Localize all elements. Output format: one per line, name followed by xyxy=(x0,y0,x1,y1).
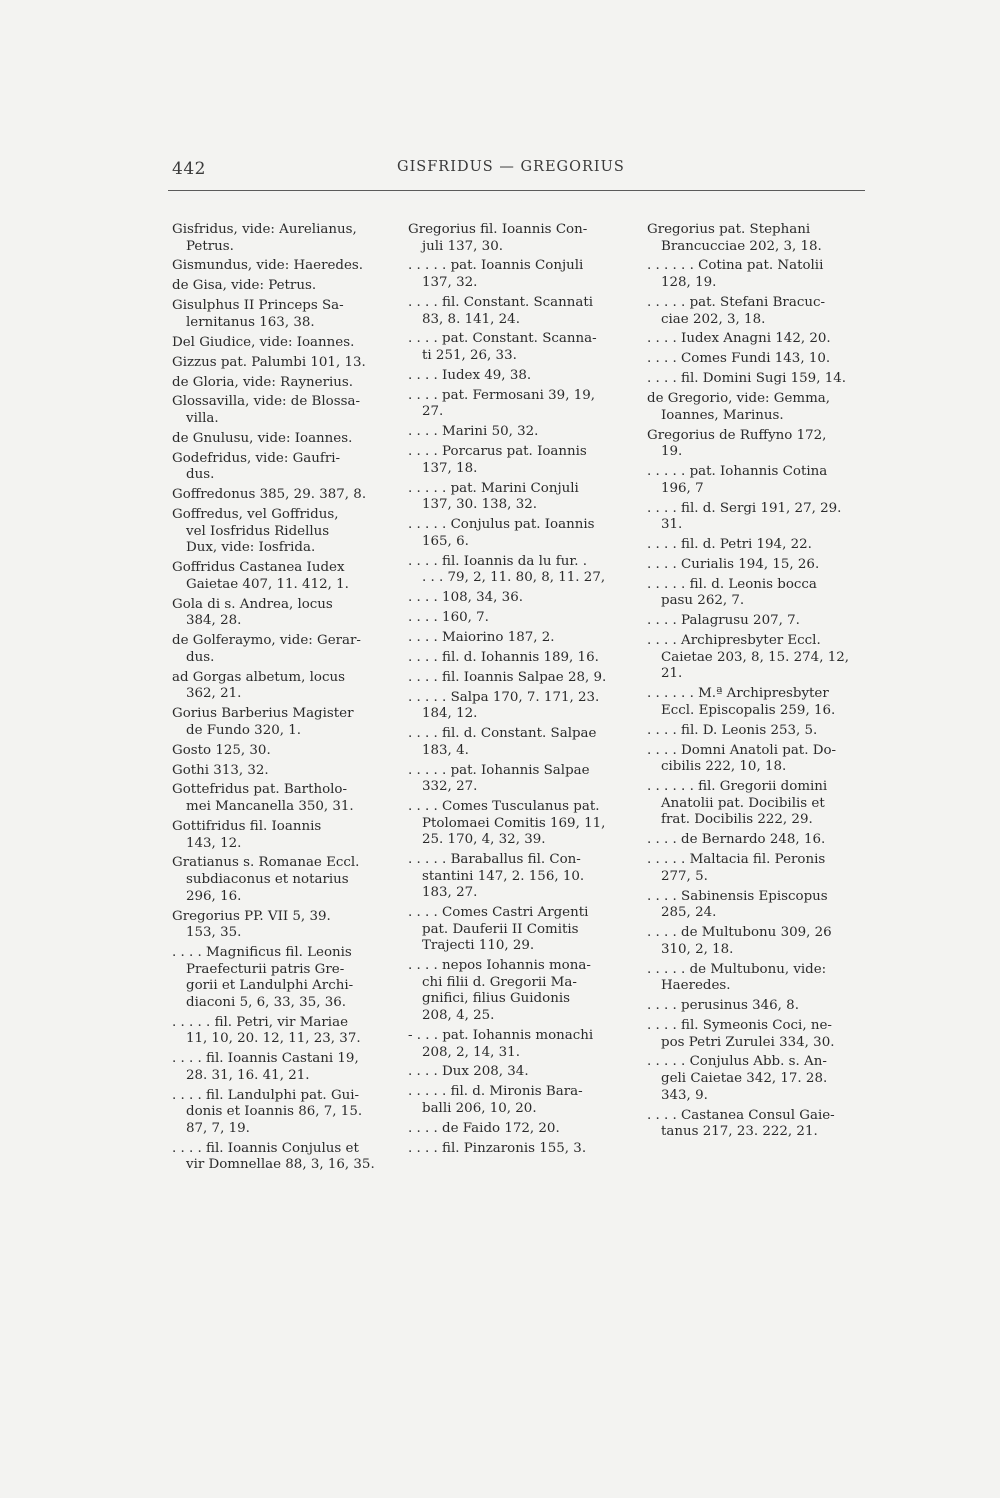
index-entry xyxy=(172,1015,394,1048)
index-entry-line: . . . . 108, 34, 36. xyxy=(408,590,523,606)
index-entry xyxy=(647,889,869,922)
index-entry-line: de Gnulusu, vide: Ioannes. xyxy=(172,430,353,446)
index-entry-line: donis et Ioannis 86, 7, 15. xyxy=(186,1104,363,1120)
index-entry-line: . . . . fil. Ioannis Castani 19, xyxy=(172,1051,359,1067)
index-entry xyxy=(408,1121,630,1138)
index-entry-line: . . . . . Maltacia fil. Peronis xyxy=(647,852,826,868)
index-entry xyxy=(408,763,630,796)
index-entry-line: Caietae 203, 8, 15. 274, 12, xyxy=(661,649,850,665)
index-entry-line: . . . . . pat. Ioannis Conjuli xyxy=(408,258,584,274)
index-entry-line: de Fundo 320, 1. xyxy=(186,722,302,738)
index-entry xyxy=(172,487,394,504)
index-entry-line: . . . . fil. Landulphi pat. Gui- xyxy=(172,1087,360,1103)
index-entry xyxy=(172,431,394,448)
index-entry-line: vir Domnellae 88, 3, 16, 35. xyxy=(186,1157,375,1173)
index-entry-line: geli Caietae 342, 17. 28. xyxy=(661,1071,828,1087)
index-entry-line: . . . . . pat. Marini Conjuli xyxy=(408,480,579,496)
index-entry-line: . . . . Maiorino 187, 2. xyxy=(408,629,555,645)
index-entry xyxy=(647,577,869,610)
index-entry-line: Eccl. Episcopalis 259, 16. xyxy=(661,702,836,718)
index-entry-line: 165, 6. xyxy=(422,533,469,549)
index-entry-line: 143, 12. xyxy=(186,835,242,851)
index-entry xyxy=(647,743,869,776)
running-head: GISFRIDUS — GREGORIUS xyxy=(397,159,625,175)
index-entry-line: Gregorius pat. Stephani xyxy=(647,222,811,237)
index-entry-line: pos Petri Zurulei 334, 30. xyxy=(661,1034,835,1050)
index-entry xyxy=(172,1051,394,1084)
index-entry xyxy=(408,610,630,627)
index-entry-line: Goffredonus 385, 29. 387, 8. xyxy=(172,487,367,503)
index-entry-line: gorii et Landulphi Archi- xyxy=(186,978,354,994)
index-entry-line: de Golferaymo, vide: Gerar- xyxy=(172,633,361,649)
index-entry-line: . . . . pat. Constant. Scanna- xyxy=(408,331,597,347)
index-entry xyxy=(647,501,869,534)
index-entry xyxy=(647,998,869,1015)
index-entry xyxy=(647,331,869,348)
index-entry-line: . . . . Magnificus fil. Leonis xyxy=(172,944,352,960)
index-entry-line: chi filii d. Gregorii Ma- xyxy=(422,974,577,990)
index-entry xyxy=(172,258,394,275)
index-entry-line: 31. xyxy=(661,517,683,533)
index-entry-line: Gratianus s. Romanae Eccl. xyxy=(172,855,360,871)
index-entry-line: mei Mancanella 350, 31. xyxy=(186,799,354,815)
index-entry xyxy=(172,375,394,392)
index-entry-line: . . . . de Bernardo 248, 16. xyxy=(647,832,826,848)
index-column-2 xyxy=(408,222,630,1161)
index-entry-line: Gottifridus fil. Ioannis xyxy=(172,818,322,834)
index-entry-line: de Gregorio, vide: Gemma, xyxy=(647,391,831,407)
page-number: 442 xyxy=(172,159,206,179)
index-entry-line: . . . . fil. Ioannis Salpae 28, 9. xyxy=(408,669,607,685)
index-entry xyxy=(647,1054,869,1104)
index-entry-line: lernitanus 163, 38. xyxy=(186,314,315,330)
index-entry-line: . . . . de Faido 172, 20. xyxy=(408,1120,560,1136)
index-entry-line: . . . . Comes Castri Argenti xyxy=(408,905,589,921)
index-entry-line: Haeredes. xyxy=(661,978,731,994)
index-entry-line: . . . . fil. d. Iohannis 189, 16. xyxy=(408,649,599,665)
index-entry xyxy=(172,855,394,905)
index-entry-line: diaconi 5, 6, 33, 35, 36. xyxy=(186,994,347,1010)
index-entry xyxy=(408,481,630,514)
index-entry xyxy=(172,507,394,557)
index-entry-line: . . . . . Salpa 170, 7. 171, 23. xyxy=(408,689,600,705)
index-entry-line: Gisfridus, vide: Aurelianus, xyxy=(172,222,357,237)
index-entry-line: Gizzus pat. Palumbi 101, 13. xyxy=(172,354,366,370)
index-entry xyxy=(408,331,630,364)
index-entry xyxy=(408,799,630,849)
index-entry-line: Goffredus, vel Goffridus, xyxy=(172,507,339,523)
index-entry-line: 28. 31, 16. 41, 21. xyxy=(186,1067,310,1083)
index-entry xyxy=(647,222,869,255)
index-entry-line: . . . . fil. d. Constant. Salpae xyxy=(408,726,597,742)
index-entry-line: ti 251, 26, 33. xyxy=(422,348,517,364)
index-entry xyxy=(647,852,869,885)
index-entry-line: 362, 21. xyxy=(186,686,242,702)
index-entry-line: 27. xyxy=(422,404,444,420)
index-entry-line: . . . . . fil. d. Leonis bocca xyxy=(647,576,817,592)
index-entry xyxy=(172,1088,394,1138)
index-entry-line: . . . . . . fil. Gregorii domini xyxy=(647,779,828,795)
index-entry-line: Del Giudice, vide: Ioannes. xyxy=(172,334,355,350)
index-entry-line: Ioannes, Marinus. xyxy=(661,407,784,423)
index-entry xyxy=(172,355,394,372)
index-entry-line: . . . . Dux 208, 34. xyxy=(408,1064,529,1080)
index-entry xyxy=(172,945,394,1011)
index-entry-line: dus. xyxy=(186,649,215,665)
index-entry-line: Gothi 313, 32. xyxy=(172,762,269,778)
index-entry-line: . . . . . pat. Iohannis Salpae xyxy=(408,762,590,778)
index-entry-line: 183, 4. xyxy=(422,742,469,758)
index-entry-line: juli 137, 30. xyxy=(422,238,503,254)
index-entry-line: subdiaconus et notarius xyxy=(186,872,349,888)
index-entry xyxy=(172,763,394,780)
index-entry-line: 343, 9. xyxy=(661,1087,708,1103)
index-entry-line: tanus 217, 23. 222, 21. xyxy=(661,1124,818,1140)
index-entry-line: . . . . nepos Iohannis mona- xyxy=(408,958,591,974)
index-entry xyxy=(172,298,394,331)
index-entry-line: 208, 2, 14, 31. xyxy=(422,1044,520,1060)
index-entry xyxy=(647,633,869,683)
index-entry-line: . . . . . Conjulus Abb. s. An- xyxy=(647,1054,827,1070)
index-entry-line: . . . . Domni Anatoli pat. Do- xyxy=(647,742,837,758)
index-entry-line: 208, 4, 25. xyxy=(422,1008,495,1024)
index-entry-line: . . . . . pat. Iohannis Cotina xyxy=(647,464,828,480)
index-entry xyxy=(647,351,869,368)
index-entry xyxy=(172,560,394,593)
index-entry-line: . . . . fil. Constant. Scannati xyxy=(408,294,594,310)
index-entry-line: 137, 32. xyxy=(422,275,478,291)
index-entry-line: Gottefridus pat. Bartholo- xyxy=(172,782,348,798)
index-entry-line: Gaietae 407, 11. 412, 1. xyxy=(186,576,349,592)
index-entry xyxy=(172,743,394,760)
index-entry-line: 25. 170, 4, 32, 39. xyxy=(422,832,546,848)
index-entry-line: Praefecturii patris Gre- xyxy=(186,961,345,977)
index-entry-line: balli 206, 10, 20. xyxy=(422,1100,537,1116)
index-entry-line: 196, 7 xyxy=(661,480,704,496)
index-entry-line: 310, 2, 18. xyxy=(661,941,734,957)
index-entry xyxy=(647,1108,869,1141)
index-entry xyxy=(647,832,869,849)
index-entry-line: . . . 79, 2, 11. 80, 8, 11. 27, xyxy=(422,570,606,586)
index-entry-line: pat. Dauferii II Comitis xyxy=(422,921,579,937)
index-entry xyxy=(172,782,394,815)
index-entry xyxy=(172,1141,394,1174)
index-entry xyxy=(172,597,394,630)
index-entry xyxy=(408,1141,630,1158)
index-entry-line: . . . . fil. d. Petri 194, 22. xyxy=(647,537,812,553)
index-entry-line: . . . . Comes Tusculanus pat. xyxy=(408,799,600,815)
index-entry-line: . . . . pat. Fermosani 39, 19, xyxy=(408,387,596,403)
index-entry-line: . . . . Marini 50, 32. xyxy=(408,424,539,440)
index-entry-line: . . . . fil. Ioannis da lu fur. . xyxy=(408,553,588,569)
index-entry xyxy=(647,537,869,554)
index-entry xyxy=(647,557,869,574)
index-entry-line: . . . . Iudex Anagni 142, 20. xyxy=(647,331,831,347)
index-entry-line: Gosto 125, 30. xyxy=(172,742,271,758)
index-entry-line: 83, 8. 141, 24. xyxy=(422,311,520,327)
index-entry-line: Gregorius PP. VII 5, 39. xyxy=(172,908,331,924)
index-entry-line: 296, 16. xyxy=(186,888,242,904)
index-entry-line: 137, 18. xyxy=(422,460,478,476)
index-entry xyxy=(647,686,869,719)
index-entry xyxy=(172,278,394,295)
index-entry xyxy=(408,630,630,647)
index-entry xyxy=(172,451,394,484)
index-entry-line: Ptolomaei Comitis 169, 11, xyxy=(422,815,606,831)
index-entry-line: 332, 27. xyxy=(422,779,478,795)
index-entry-line: Goffridus Castanea Iudex xyxy=(172,560,345,576)
index-entry-line: 183, 27. xyxy=(422,885,478,901)
index-entry xyxy=(408,517,630,550)
index-entry xyxy=(408,958,630,1024)
index-entry-line: Dux, vide: Iosfrida. xyxy=(186,540,316,556)
index-entry-line: . . . . de Multubonu 309, 26 xyxy=(647,925,832,941)
index-entry xyxy=(408,444,630,477)
index-entry xyxy=(172,633,394,666)
index-entry xyxy=(172,222,394,255)
index-entry-line: Anatolii pat. Docibilis et xyxy=(661,795,825,811)
index-column-3 xyxy=(647,222,869,1144)
index-entry xyxy=(408,852,630,902)
index-entry-line: . . . . fil. Domini Sugi 159, 14. xyxy=(647,371,846,387)
index-entry xyxy=(647,723,869,740)
index-entry xyxy=(647,1018,869,1051)
index-entry xyxy=(172,670,394,703)
index-entry xyxy=(408,295,630,328)
index-entry xyxy=(408,650,630,667)
index-entry-line: . . . . . pat. Stefani Bracuc- xyxy=(647,294,825,310)
index-entry xyxy=(408,690,630,723)
index-entry-line: . . . . Castanea Consul Gaie- xyxy=(647,1107,835,1123)
page-header xyxy=(170,157,866,187)
header-rule xyxy=(168,190,865,191)
index-entry-line: . . . . . . M.ª Archipresbyter xyxy=(647,686,829,702)
index-entry-line: 87, 7, 19. xyxy=(186,1120,250,1136)
index-entry-line: . . . . . . Cotina pat. Natolii xyxy=(647,258,824,274)
index-entry-line: . . . . perusinus 346, 8. xyxy=(647,998,799,1014)
index-entry xyxy=(408,368,630,385)
index-entry xyxy=(647,391,869,424)
index-entry-line: . . . . . Baraballus fil. Con- xyxy=(408,852,581,868)
index-entry-line: . . . . Comes Fundi 143, 10. xyxy=(647,351,831,367)
index-entry-line: gnifici, filius Guidonis xyxy=(422,991,570,1007)
index-entry xyxy=(172,335,394,352)
index-entry xyxy=(172,706,394,739)
index-entry-line: Brancucciae 202, 3, 18. xyxy=(661,238,822,254)
index-entry-line: ciae 202, 3, 18. xyxy=(661,311,766,327)
index-entry-line: 184, 12. xyxy=(422,706,478,722)
index-entry-line: . . . . Sabinensis Episcopus xyxy=(647,888,828,904)
index-entry xyxy=(408,670,630,687)
index-entry-line: 11, 10, 20. 12, 11, 23, 37. xyxy=(186,1031,361,1047)
index-entry-line: . . . . fil. Pinzaronis 155, 3. xyxy=(408,1140,587,1156)
index-entry-line: . . . . . fil. d. Mironis Bara- xyxy=(408,1084,583,1100)
index-entry-line: dus. xyxy=(186,467,215,483)
index-entry-line: Trajecti 110, 29. xyxy=(422,938,535,954)
index-entry xyxy=(647,779,869,829)
index-entry-line: de Gloria, vide: Raynerius. xyxy=(172,374,354,390)
index-entry-line: 384, 28. xyxy=(186,613,242,629)
index-entry xyxy=(647,962,869,995)
index-entry-line: villa. xyxy=(186,411,219,427)
index-entry xyxy=(408,590,630,607)
index-entry-line: Gismundus, vide: Haeredes. xyxy=(172,258,364,274)
index-entry-line: Glossavilla, vide: de Blossa- xyxy=(172,394,360,410)
index-entry-line: . . . . Archipresbyter Eccl. xyxy=(647,633,821,649)
index-column-1 xyxy=(172,222,394,1177)
index-entry-line: . . . . . fil. Petri, vir Mariae xyxy=(172,1014,348,1030)
index-entry xyxy=(647,464,869,497)
index-entry-line: . . . . . de Multubonu, vide: xyxy=(647,961,827,977)
index-entry-line: Gola di s. Andrea, locus xyxy=(172,596,333,612)
index-entry-line: 21. xyxy=(661,666,683,682)
index-entry xyxy=(408,1028,630,1061)
index-entry xyxy=(408,388,630,421)
index-entry-line: frat. Docibilis 222, 29. xyxy=(661,812,813,828)
index-entry xyxy=(647,295,869,328)
index-entry-line: . . . . fil. D. Leonis 253, 5. xyxy=(647,722,818,738)
index-entry-line: 153, 35. xyxy=(186,925,242,941)
index-entry xyxy=(408,905,630,955)
index-entry-line: Gregorius de Ruffyno 172, xyxy=(647,427,827,443)
index-entry-line: 277, 5. xyxy=(661,868,708,884)
index-entry-line: Petrus. xyxy=(186,238,234,254)
index-entry-line: . . . . Palagrusu 207, 7. xyxy=(647,613,800,629)
index-entry xyxy=(408,554,630,587)
index-entry xyxy=(647,258,869,291)
index-entry xyxy=(172,394,394,427)
index-entry-line: 285, 24. xyxy=(661,905,717,921)
index-entry-line: Godefridus, vide: Gaufri- xyxy=(172,450,341,466)
index-entry-line: . . . . fil. Ioannis Conjulus et xyxy=(172,1140,359,1156)
index-entry-line: stantini 147, 2. 156, 10. xyxy=(422,868,585,884)
index-entry-line: 128, 19. xyxy=(661,275,717,291)
index-entry-line: . . . . fil. d. Sergi 191, 27, 29. xyxy=(647,500,842,516)
index-entry xyxy=(172,909,394,942)
index-entry-line: . . . . . Conjulus pat. Ioannis xyxy=(408,517,595,533)
index-entry-line: . . . . Curialis 194, 15, 26. xyxy=(647,556,820,572)
index-entry xyxy=(647,613,869,630)
index-entry-line: de Gisa, vide: Petrus. xyxy=(172,278,317,294)
index-entry-line: vel Iosfridus Ridellus xyxy=(186,523,330,539)
index-entry xyxy=(647,428,869,461)
index-entry-line: Gregorius fil. Ioannis Con- xyxy=(408,222,588,237)
index-entry-line: . . . . Porcarus pat. Ioannis xyxy=(408,444,587,460)
index-entry-line: . . . . fil. Symeonis Coci, ne- xyxy=(647,1017,832,1033)
index-entry xyxy=(408,222,630,255)
index-entry xyxy=(408,258,630,291)
index-entry xyxy=(408,1084,630,1117)
index-entry-line: ad Gorgas albetum, locus xyxy=(172,669,345,685)
index-entry-line: Gorius Barberius Magister xyxy=(172,706,354,722)
index-entry xyxy=(408,726,630,759)
index-entry-line: pasu 262, 7. xyxy=(661,593,745,609)
index-entry-line: . . . . 160, 7. xyxy=(408,610,489,626)
index-entry-line: Gisulphus II Princeps Sa- xyxy=(172,298,344,314)
index-entry-line: . . . . Iudex 49, 38. xyxy=(408,367,532,383)
index-entry-line: - . . . pat. Iohannis monachi xyxy=(408,1027,594,1043)
index-entry xyxy=(408,424,630,441)
index-entry xyxy=(172,819,394,852)
index-entry xyxy=(647,371,869,388)
index-entry xyxy=(408,1064,630,1081)
index-entry xyxy=(647,925,869,958)
index-entry-line: 19. xyxy=(661,444,683,460)
index-entry-line: cibilis 222, 10, 18. xyxy=(661,759,787,775)
index-entry-line: 137, 30. 138, 32. xyxy=(422,497,537,513)
